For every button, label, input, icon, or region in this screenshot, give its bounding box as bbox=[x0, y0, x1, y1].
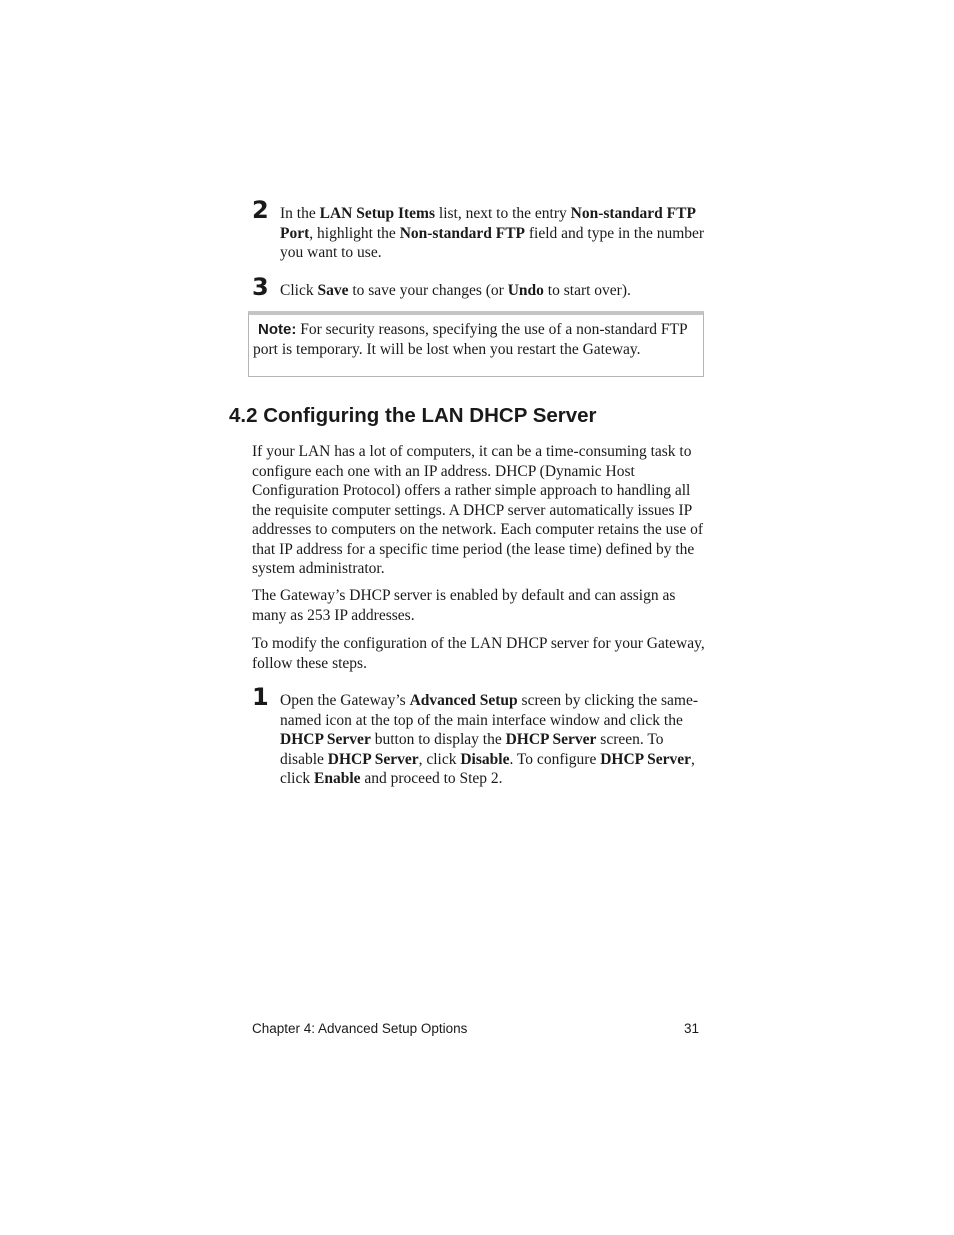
ui-term: DHCP Server bbox=[280, 731, 371, 748]
ui-term: DHCP Server bbox=[327, 750, 419, 768]
note-label: Note: bbox=[258, 321, 297, 338]
body-paragraph: If your LAN has a lot of computers, it can be a time-consuming task to configure each one with an IP address. DHCP (Dynamic Host Configuration Protocol) offers a rather simple approach to handling all the requisite computer settings. A DHCP server automatically issues IP addresses to computers on the network. Each computer retains the use of that IP address for a specific time period (the lease time) defined by the system administrator. bbox=[252, 443, 704, 577]
text-run: , click bbox=[418, 750, 461, 768]
ui-term: Advanced Setup bbox=[409, 692, 518, 709]
body-paragraph: To modify the configuration of the LAN DHCP server for your Gateway, follow these steps. bbox=[252, 635, 705, 672]
text-run: . To configure bbox=[509, 750, 601, 768]
step-number: 3 bbox=[252, 273, 269, 301]
ui-term: Non-standard FTP Port bbox=[280, 205, 696, 242]
text-run: to start over). bbox=[543, 282, 631, 299]
note-text bbox=[253, 320, 701, 359]
ui-term: Save bbox=[317, 282, 349, 299]
ui-term: Disable bbox=[460, 750, 510, 768]
text-run: button to display the bbox=[370, 731, 506, 748]
ui-term: LAN Setup Items bbox=[319, 205, 436, 222]
text-run: list, next to the entry bbox=[435, 205, 571, 222]
note-box bbox=[248, 311, 704, 377]
ui-term: Undo bbox=[507, 282, 544, 299]
footer-chapter: Chapter 4: Advanced Setup Options bbox=[252, 1021, 468, 1036]
ui-term: DHCP Server bbox=[505, 731, 597, 748]
step-text bbox=[280, 691, 705, 789]
body-paragraph: The Gateway’s DHCP server is enabled by default and can assign as many as 253 IP addresses. bbox=[252, 587, 676, 624]
text-run: to save your changes (or bbox=[348, 282, 508, 299]
text-run: , highlight the bbox=[309, 224, 400, 242]
step-number: 1 bbox=[252, 683, 269, 711]
page-number: 31 bbox=[684, 1021, 700, 1036]
text-run: In the bbox=[280, 205, 320, 222]
ui-term: Enable bbox=[314, 770, 361, 787]
step-number: 2 bbox=[252, 196, 269, 224]
text-run: Click bbox=[280, 282, 318, 299]
step-text bbox=[280, 281, 705, 301]
text-run: and proceed to Step 2. bbox=[360, 770, 503, 787]
step-text bbox=[280, 204, 705, 263]
text-run: screen. To disable bbox=[280, 731, 664, 768]
section-heading: 4.2 Configuring the LAN DHCP Server bbox=[229, 404, 597, 427]
text-run: Open the Gateway’s bbox=[280, 692, 410, 709]
note-body: For security reasons, specifying the use of a non-standard FTP port is temporary. It will be lost when you restart the Gateway. bbox=[253, 321, 688, 358]
text-run: , click bbox=[280, 750, 695, 787]
text-run: screen by clicking the same-named icon at the top of the main interface window and click the bbox=[280, 692, 698, 729]
ui-term: Non-standard FTP bbox=[399, 224, 525, 242]
text-run: field and type in the number you want to use. bbox=[280, 224, 705, 261]
ui-term: DHCP Server bbox=[600, 750, 692, 768]
